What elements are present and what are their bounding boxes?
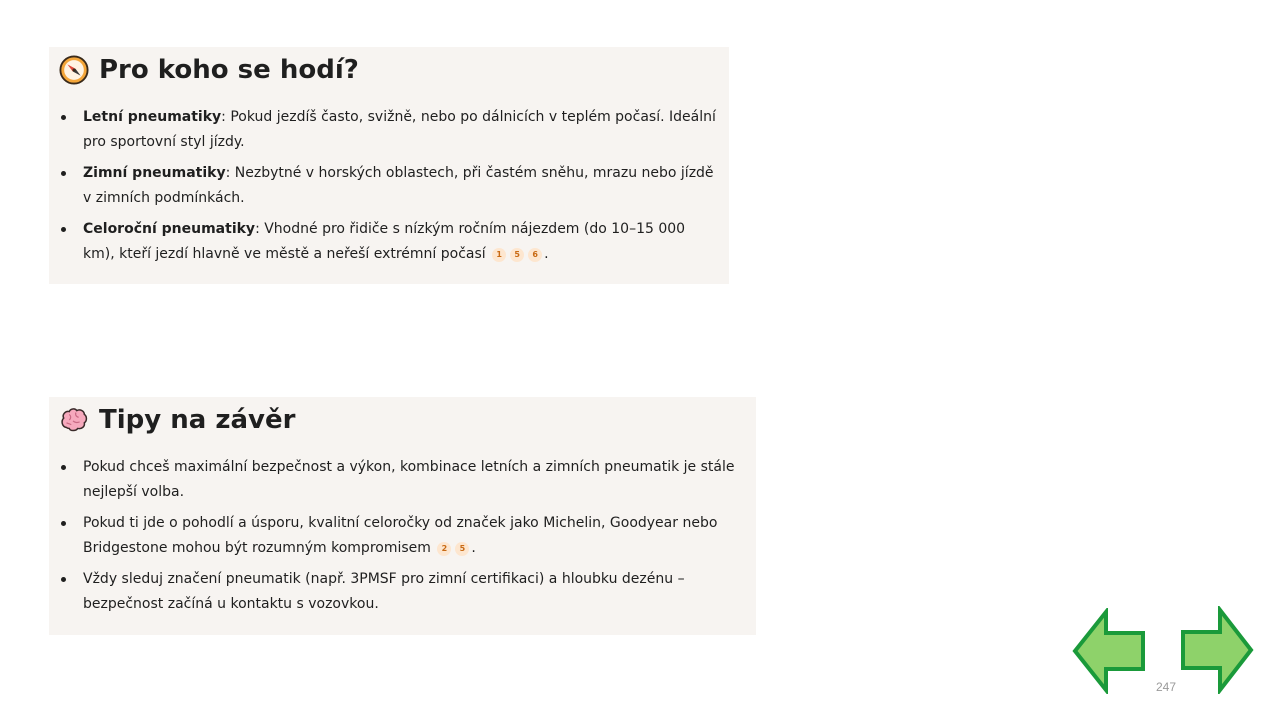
bullet-text: : Pokud jezdíš často, svižně, nebo po dálnicích v teplém počasí. Ideální pro sportovní styl jízdy. [83, 109, 716, 150]
citation-badge[interactable]: 2 [437, 542, 451, 556]
bullet-text: : Vhodné pro řidiče s nízkým ročním nájezdem (do 10–15 000 km), kteří jezdí hlavně ve městě a neřeší extrémní počasí [83, 221, 686, 262]
list-item [49, 217, 729, 267]
list-item [49, 455, 756, 505]
section-title [59, 405, 295, 435]
list-item [49, 105, 729, 155]
bullet-text: Vždy sleduj značení pneumatik (např. 3PMSF pro zimní certifikaci) a hloubku dezénu – bezpečnost začíná u kontaktu s vozovkou. [83, 571, 685, 612]
brain-icon [59, 405, 89, 435]
right-arrow-icon[interactable] [1180, 606, 1254, 694]
compass-icon [59, 55, 89, 85]
bullet-term: Zimní pneumatiky [83, 165, 226, 181]
list-item [49, 161, 729, 211]
bullet-tail: . [544, 246, 549, 262]
citation-badge[interactable]: 6 [528, 248, 542, 262]
page-number: 247 [1156, 680, 1177, 694]
bullet-term: Celoroční pneumatiky [83, 221, 256, 237]
bullet-text: Pokud ti jde o pohodlí a úsporu, kvalitní celoročky od značek jako Michelin, Goodyear nebo Bridgestone mohou být rozumným kompromisem [83, 515, 718, 556]
bullet-tail: . [471, 540, 476, 556]
section-title-text: Pro koho se hodí? [99, 55, 359, 85]
bullet-list [49, 105, 729, 273]
bullet-text: : Nezbytné v horských oblastech, při častém sněhu, mrazu nebo jízdě v zimních podmínkách. [83, 165, 714, 206]
bullet-term: Letní pneumatiky [83, 109, 222, 125]
citation-badge[interactable]: 5 [455, 542, 469, 556]
bullet-list [49, 455, 756, 623]
list-item [49, 511, 756, 561]
bullet-text: Pokud chceš maximální bezpečnost a výkon, kombinace letních a zimních pneumatik je stále nejlepší volba. [83, 459, 735, 500]
section-card-tips [49, 397, 756, 635]
citation-badge[interactable]: 5 [510, 248, 524, 262]
section-card-who-suits [49, 47, 729, 284]
section-title-text: Tipy na závěr [99, 405, 296, 435]
list-item [49, 567, 756, 617]
citation-badge[interactable]: 1 [492, 248, 506, 262]
left-arrow-icon[interactable] [1072, 608, 1146, 694]
section-title [59, 55, 359, 85]
